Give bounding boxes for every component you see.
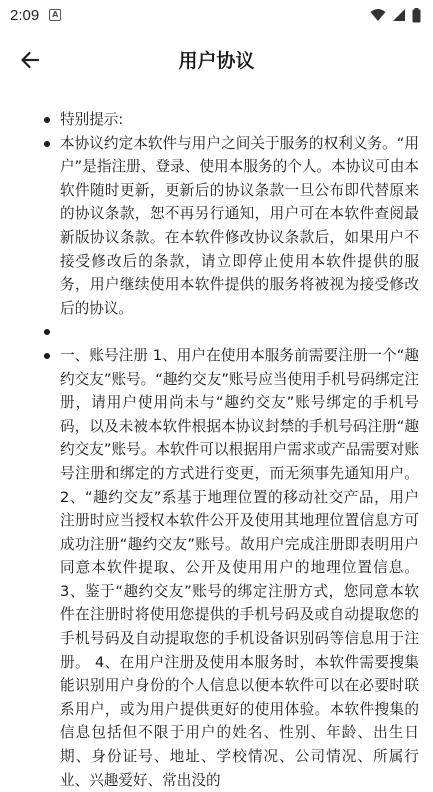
signal-icon	[392, 8, 406, 22]
notification-icon: A	[49, 9, 61, 21]
battery-icon	[412, 8, 421, 23]
list-item	[44, 320, 419, 344]
arrow-left-icon	[20, 50, 40, 70]
list-item-text: 一、账号注册 1、用户在使用本服务前需要注册一个“趣约交友”账号。“趣约交友”账号应当使用手机号码绑定注册，请用户使用尚未与“趣约交友”账号绑定的手机号码，以及未被本软件根据本协议封禁的手机号码注册“趣约交友”账号。本软件可以根据用户需求或产品需要对账号注册和绑定的方式进行变更，而无须事先通知用户。 2、“趣约交友”系基于地理位置的移动社交产品，用户注册时应当授权本软件公开及使用其地理位置信息方可成功注册“趣约交友”账号。故用户完成注册即表明用户同意本软件提取、公开及使用用户的地理位置信息。 3、鉴于“趣约交友”账号的绑定注册方式，您同意本软件在注册时将使用您提供的手机号码及或自动提取您的手机号码及自动提取您的手机设备识别码等信息用于注册。 4、在用户注册及使用本服务时，本软件需要搜集能识别用户身份的个人信息以便本软件可以在必要时联系用户，或为用户提供更好的使用体验。本软件搜集的信息包括但不限于用户的姓名、性别、年龄、出生日期、身份证号、地址、学校情况、公司情况、所属行业、兴趣爱好、常出没的	[60, 346, 419, 789]
list-item	[44, 132, 419, 321]
list-item	[44, 344, 419, 792]
list-item	[44, 108, 419, 132]
status-icons	[370, 8, 421, 23]
agreement-content[interactable]	[0, 108, 433, 789]
status-bar	[0, 0, 433, 30]
status-time: 2:09	[10, 6, 40, 24]
page-title: 用户协议	[178, 49, 255, 72]
wifi-icon	[370, 8, 386, 22]
agreement-list	[44, 108, 419, 792]
list-item-text: 本协议约定本软件与用户之间关于服务的权利义务。“用户”是指注册、登录、使用本服务的个人。本协议可由本软件随时更新，更新后的协议条款一旦公布即代替原来的协议条款，恕不再另行通知，用户可在本软件查阅最新版协议条款。在本软件修改协议条款后，如果用户不接受修改后的条款，请立即停止使用本软件提供的服务，用户继续使用本软件提供的服务将被视为接受修改后的协议。	[60, 134, 419, 317]
back-button[interactable]	[14, 44, 46, 76]
list-item-text: 特别提示:	[60, 111, 124, 128]
app-bar	[0, 30, 433, 88]
